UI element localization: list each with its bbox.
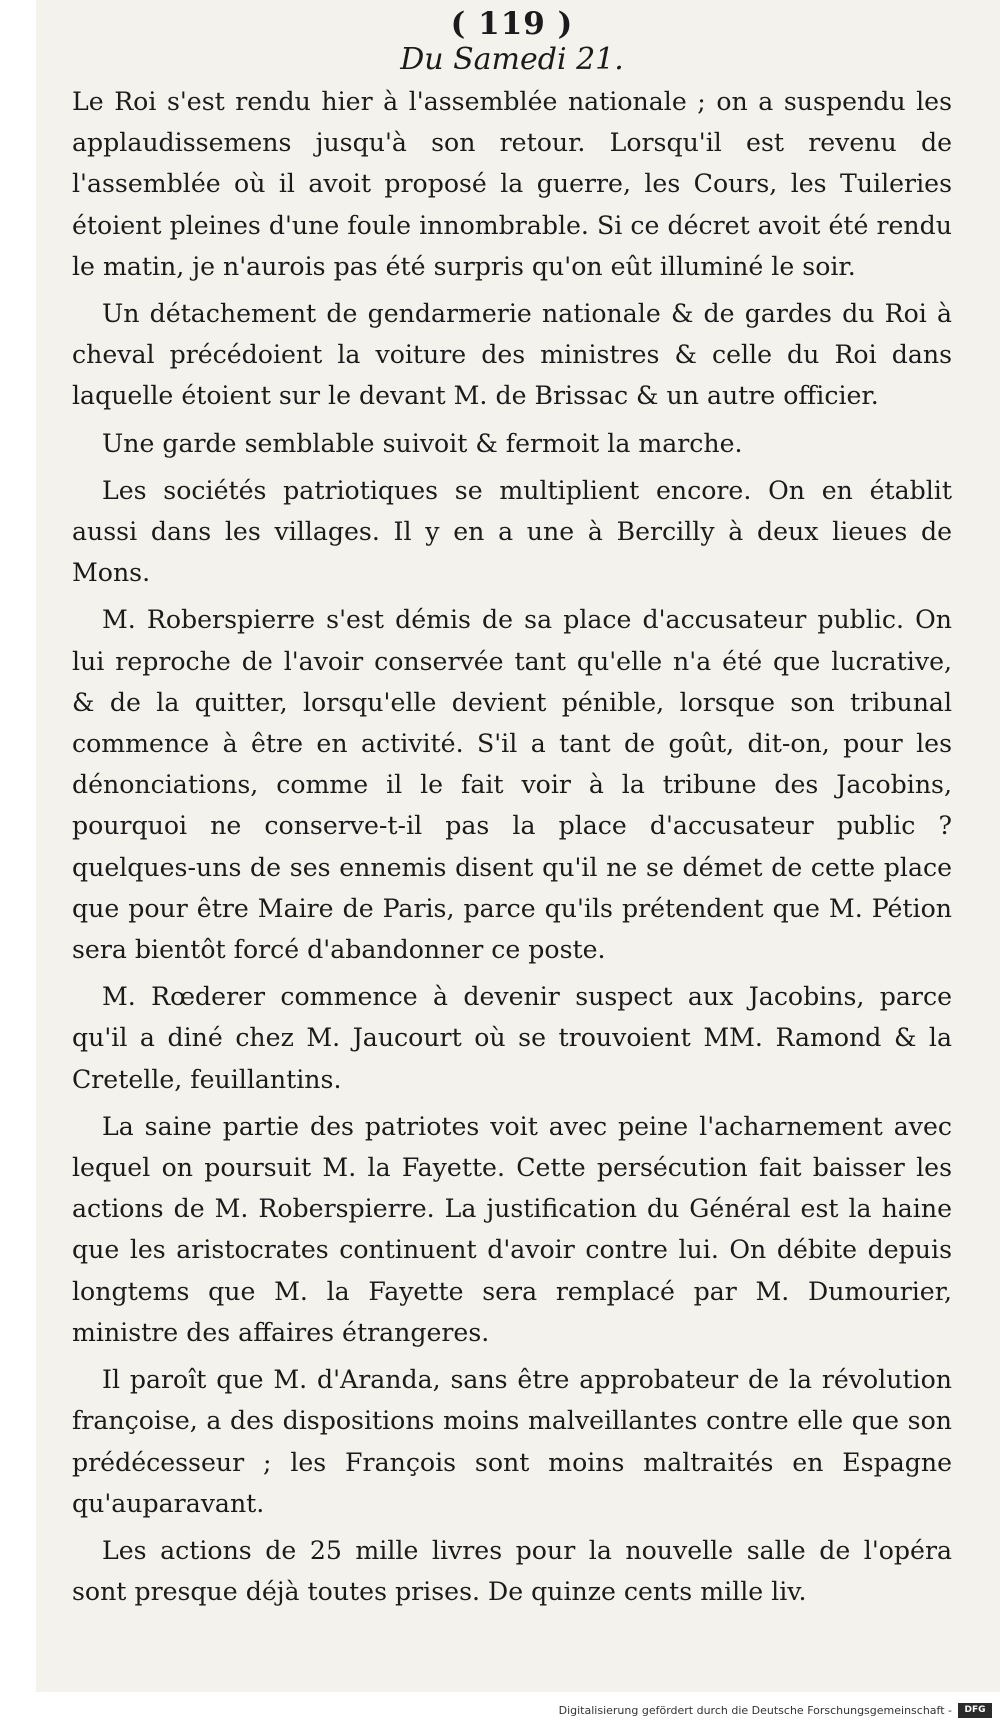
digitization-footer bbox=[0, 1692, 1000, 1727]
page-number: ( 119 ) bbox=[450, 6, 574, 42]
article-body bbox=[72, 81, 952, 1612]
paragraph: Les sociétés patriotiques se multiplient encore. On en établit aussi dans les villages. Il y en a une à Bercilly à deux lieues de Mons. bbox=[72, 475, 952, 588]
paragraph: La saine partie des patriotes voit avec peine l'acharnement avec lequel on poursuit M. la Fayette. Cette persécution fait baisser les actions de M. Roberspierre. La justification du Général est la haine que les aristocrates continuent d'avoir contre lui. On débite depuis longtems que M. la Fayette sera remplacé par M. Dumourier, ministre des affaires étrangeres. bbox=[72, 1111, 952, 1347]
paragraph: Une garde semblable suivoit & fermoit la marche. bbox=[102, 428, 743, 458]
scan-margin bbox=[0, 0, 36, 1692]
paragraph: Un détachement de gendarmerie nationale & de gardes du Roi à cheval précédoient la voiture des ministres & celle du Roi dans laquelle étoient sur le devant M. de Brissac & un autre officier. bbox=[72, 299, 952, 411]
paragraph: M. Roberspierre s'est démis de sa place d'accusateur public. On lui reproche de l'avoir conservée tant qu'elle n'a été que lucrative, & de la quitter, lorsqu'elle devient pénible, lorsque son tribunal commence à être en activité. S'il a tant de goût, dit-on, pour les dénonciations, comme il le fait voir à la tribune des Jacobins, pourquoi ne conserve-t-il pas la place d'accusateur public ? quelques-uns de ses ennemis disent qu'il ne se démet de cette place que pour être Maire de Paris, parce qu'ils prétendent que M. Pétion sera bientôt forcé d'abandonner ce poste. bbox=[72, 605, 952, 965]
date-heading: Du Samedi 21. bbox=[400, 42, 624, 77]
funding-credit: Digitalisierung gefördert durch die Deutsche Forschungsgemeinschaft - bbox=[558, 1704, 952, 1717]
text-column bbox=[72, 0, 952, 1618]
paragraph: Le Roi s'est rendu hier à l'assemblée nationale ; on a suspendu les applaudissemens jusqu'à son retour. Lorsqu'il est revenu de l'assemblée où il avoit proposé la guerre, les Cours, les Tuileries étoient pleines d'une foule innombrable. Si ce décret avoit été rendu le matin, je n'aurois pas été surpris qu'on eût illuminé le soir. bbox=[72, 87, 952, 281]
paragraph: Il paroît que M. d'Aranda, sans être approbateur de la révolution françoise, a des dispositions moins malveillantes contre elle que son prédécesseur ; les François sont moins maltraités en Espagne qu'auparavant. bbox=[72, 1365, 952, 1518]
dfg-logo: DFG bbox=[958, 1703, 992, 1718]
paragraph: Les actions de 25 mille livres pour la nouvelle salle de l'opéra sont presque déjà toutes prises. De quinze cents mille liv. bbox=[72, 1535, 952, 1607]
paragraph: M. Rœderer commence à devenir suspect aux Jacobins, parce qu'il a diné chez M. Jaucourt où se trouvoient MM. Ramond & la Cretelle, feuillantins. bbox=[72, 982, 952, 1094]
